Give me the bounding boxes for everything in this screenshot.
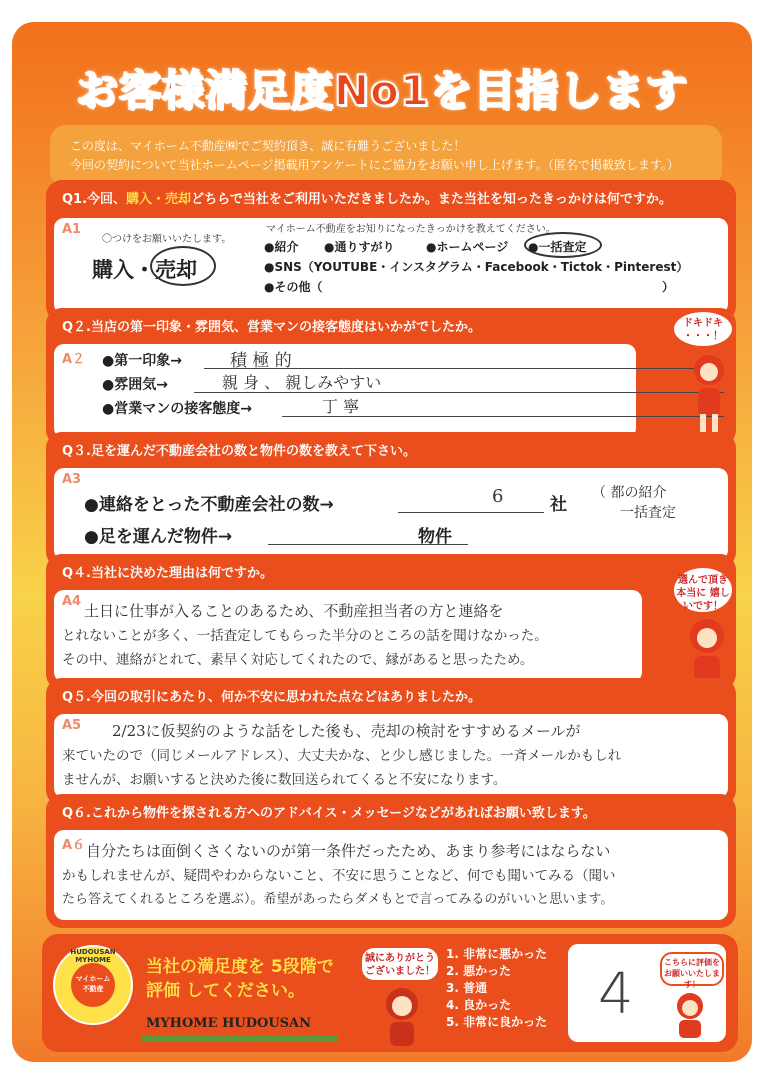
buy-sell-choice[interactable]: 購入・売却: [92, 258, 197, 282]
answer-4-box: [54, 590, 642, 682]
answer-5-line-2[interactable]: 来ていたので（同じメールアドレス）、大丈夫かな、と少し感じました。一斉メールかもしれ: [62, 748, 622, 764]
answer-6-box: [54, 830, 728, 920]
mascot-happy-icon: [682, 616, 732, 686]
companies-unit: 社: [550, 495, 567, 515]
brand-grass-bar: [142, 1036, 338, 1042]
question-4: [46, 554, 736, 690]
source-instruction: マイホーム不動産をお知りになったきっかけを教えてください。: [266, 224, 556, 235]
question-1: [46, 180, 736, 322]
first-impression-line: [204, 368, 724, 369]
contacted-companies-label: ●連絡をとった不動産会社の数→: [84, 495, 334, 515]
mascot-character-icon: [686, 352, 732, 440]
memo-line-2: 一括査定: [620, 505, 676, 521]
answer-4-line-3[interactable]: その中、連絡がとれて、素早く対応してくれたので、縁があると思ったため。: [62, 652, 534, 668]
answer-6-line-2[interactable]: かもしれませんが、疑問やわからないこと、不安に思うことなど、何でも聞いてみる（聞い: [62, 868, 616, 884]
rating-title-2: 評価 してください。: [146, 981, 305, 1001]
bulk-appraisal-circle-mark: [524, 232, 602, 258]
atmosphere-line: [194, 392, 724, 393]
answer-6-line-1[interactable]: 自分たちは面倒くさくないのが第一条件だったため、あまり参考にはならない: [86, 842, 611, 860]
brand-wordmark: MYHOME HUDOUSAN: [146, 1016, 312, 1031]
mascot-pointing-icon: [670, 990, 710, 1040]
atmosphere-label: ●雰囲気→: [102, 377, 168, 393]
properties-unit: 物件: [418, 527, 452, 547]
answer-6-label: A６: [62, 838, 86, 853]
survey-sheet: [12, 22, 752, 1062]
rating-title-1: 当社の満足度を 5段階で: [146, 957, 334, 977]
scale-option-1: 1. 非常に悪かった: [446, 947, 548, 961]
question-2-title: Q２.当店の第一印象・雰囲気、営業マンの接客態度はいかがでしたか。: [62, 320, 481, 335]
answer-1-box: [54, 218, 728, 314]
rating-answer-box[interactable]: [568, 944, 726, 1042]
staff-attitude-answer[interactable]: 丁 寧: [322, 397, 360, 416]
atmosphere-answer[interactable]: 親 身 、 親しみやすい: [222, 373, 382, 392]
logo-center-text-1: マイホーム: [75, 975, 111, 983]
intro-box: [50, 125, 722, 187]
mascot-cheer-icon: [372, 986, 432, 1048]
scale-option-2: 2. 悪かった: [446, 964, 512, 978]
question-3-title: Q３.足を運んだ不動産会社の数と物件の数を教えて下さい。: [62, 444, 416, 459]
staff-attitude-line: [282, 416, 724, 417]
answer-4-line-1[interactable]: 土日に仕事が入ることのあるため、不動産担当者の方と連絡を: [84, 602, 504, 620]
answer-2-box: [54, 344, 636, 438]
source-option-referral[interactable]: ●紹介: [264, 240, 299, 254]
contacted-companies-line: [398, 512, 544, 513]
answer-5-box: [54, 714, 728, 798]
memo-line-1: （ 都の紹介: [592, 485, 667, 501]
scale-option-4: 4. 良かった: [446, 998, 512, 1012]
title-bar: [12, 58, 752, 118]
answer-4-label: A4: [62, 594, 82, 609]
answer-5-line-3[interactable]: ませんが、お願いすると決めた後に数回送られてくると不安になります。: [62, 772, 507, 788]
other-close-paren: ）: [662, 280, 675, 294]
question-6-title: Q６.これから物件を探される方へのアドバイス・メッセージなどがあればお願い致します。: [62, 806, 596, 821]
answer-4-line-2[interactable]: とれないことが多く、一括査定してもらった半分のところの話を聞けなかった。: [62, 628, 548, 644]
answer-6-line-3[interactable]: たら答えてくれるところを選ぶ）。希望があったらダメもとで言ってみるのがいいと思います。: [62, 892, 614, 907]
visited-properties-label: ●足を運んだ物件→: [84, 527, 233, 547]
question-5-title: Q５.今回の取引にあたり、何か不安に思われた点などはありましたか。: [62, 690, 481, 705]
question-2: [46, 308, 736, 446]
rating-section: [42, 934, 738, 1052]
answer-1-label: A1: [62, 222, 82, 237]
logo-center-text-2: 不動産: [82, 985, 104, 993]
staff-attitude-label: ●営業マンの接客態度→: [102, 401, 252, 417]
thanks-speech-bubble: 選んで頂き 本当に 嬉しいです！: [672, 566, 734, 614]
answer-5-line-1[interactable]: 2/23に仮契約のような話をした後も、売却の検討をすすめるメールが: [112, 722, 581, 740]
question-3: [46, 432, 736, 568]
sell-circle-mark: [150, 246, 216, 286]
first-impression-answer[interactable]: 積 極 的: [230, 351, 292, 371]
source-option-bulk-appraisal[interactable]: ●一括査定: [528, 240, 587, 254]
answer-2-label: A２: [62, 352, 86, 367]
source-option-other[interactable]: ●その他（: [264, 280, 323, 294]
question-4-title: Q４.当社に決めた理由は何ですか。: [62, 566, 273, 581]
rating-scale-list: [446, 946, 547, 1031]
answer-5-label: A5: [62, 718, 82, 733]
logo-ring-text: HUDOUSAN MYHOME: [70, 948, 116, 964]
source-option-passing[interactable]: ●通りすがり: [324, 240, 395, 254]
intro-line-1: この度は、マイホーム不動産㈱でご契約頂き、誠に有難うございました！: [70, 139, 466, 153]
question-5: [46, 678, 736, 806]
answer-3-label: A3: [62, 472, 82, 487]
scale-option-3: 3. 普通: [446, 981, 488, 995]
first-impression-label: ●第一印象→: [102, 353, 182, 369]
scale-option-5: 5. 非常に良かった: [446, 1015, 548, 1029]
question-1-title: Q1.今回、購入・売却どちらで当社をご利用いただきましたか。また当社を知ったきっかけは何ですか。: [62, 192, 672, 207]
gratitude-speech-bubble: 誠にありがとうございました！: [360, 946, 440, 982]
source-option-sns[interactable]: ●SNS（YOUTUBE・インスタグラム・Facebook・Tictok・Pinterest）: [264, 260, 689, 274]
page-title: お客様満足度No1を目指します: [75, 66, 689, 115]
answer-3-box: [54, 468, 728, 560]
intro-line-2: 今回の契約について当社ホームページ掲載用アンケートにご協力をお願い申し上げます。（匿名で掲載致します。）: [70, 158, 679, 172]
question-6: [46, 794, 736, 928]
source-option-homepage[interactable]: ●ホームページ: [426, 240, 509, 254]
nervous-speech-bubble: ドキドキ ・・・！: [672, 310, 734, 348]
rating-request-bubble: こちらに評価をお願いいたします！: [660, 952, 724, 986]
rating-answer-value: 4: [598, 962, 634, 1027]
contacted-companies-answer[interactable]: 6: [492, 486, 504, 507]
circle-instruction: 〇つけをお願いいたします。: [102, 234, 232, 245]
